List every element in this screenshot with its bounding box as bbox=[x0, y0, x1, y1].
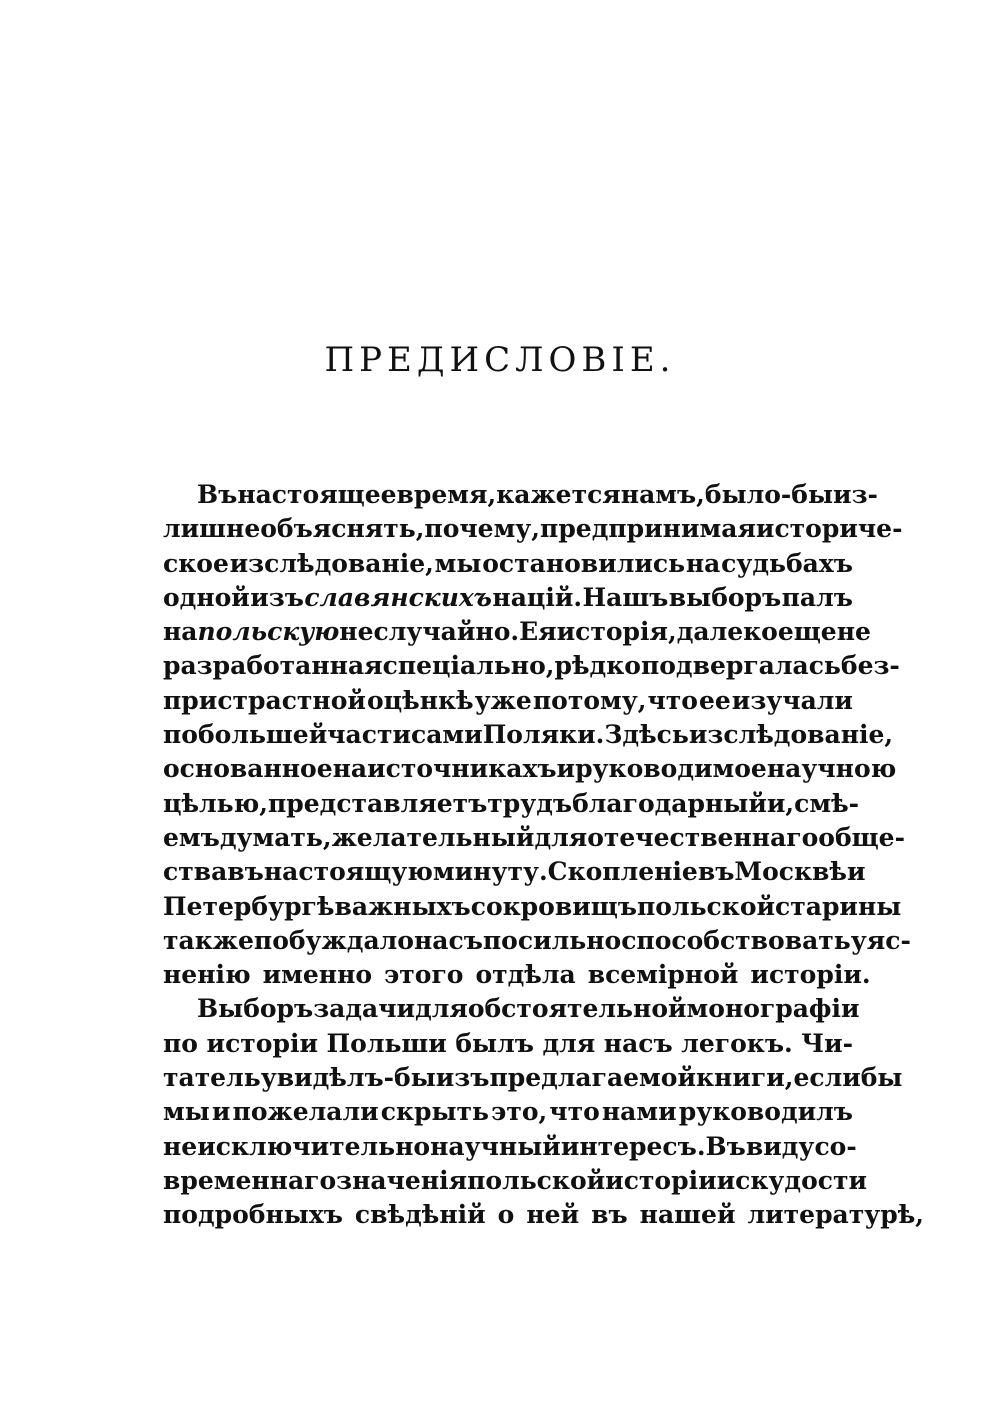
text-line: Въ настоящее время, кажется намъ, было-бы из- bbox=[197, 480, 878, 509]
text-line: основанное на источникахъ и руководимое научною bbox=[163, 754, 897, 784]
text-line: по большей части сами Поляки. Здѣсь изслѣдованіе, bbox=[163, 720, 894, 750]
text-line: на польскую не случайно. Ея исторія, далеко еще не bbox=[163, 617, 871, 647]
text-line: цѣлью, представляетъ трудъ благодарный и, смѣ- bbox=[163, 788, 860, 818]
text-line: временнаго значенія польской исторіи и скудости bbox=[163, 1165, 868, 1195]
text-line: Выборъ задачи для обстоятельной монографіи bbox=[197, 994, 860, 1024]
text-line: ства въ настоящую минуту. Скопленіе въ Москвѣ и bbox=[163, 857, 866, 887]
text-line: подробныхъ свѣдѣній о ней въ нашей литературѣ, bbox=[163, 1200, 925, 1230]
text-line: емъ думать, желательный для отечественнаго обще- bbox=[163, 822, 905, 852]
text-line: одной изъ славянскихъ націй. Нашъ выборъ палъ bbox=[163, 582, 853, 612]
text-line: пристрастной оцѣнкѣ уже потому, что ее изучали bbox=[163, 685, 853, 715]
text-line: мы и пожелали скрыть это, что нами руководилъ bbox=[163, 1097, 853, 1127]
text-line: ненію именно этого отдѣла всемірной исторіи. bbox=[163, 960, 871, 990]
text-line: не исключительно научный интересъ. Въ виду со- bbox=[163, 1131, 857, 1161]
text-line: ское изслѣдованіе, мы остановились на судьбахъ bbox=[163, 548, 853, 578]
paragraph bbox=[163, 478, 911, 992]
text-line: также побуждало насъ посильно способствовать уяс- bbox=[163, 925, 911, 955]
page-title: ПРЕДИСЛОВІЕ. bbox=[324, 340, 676, 380]
paragraphs bbox=[163, 478, 925, 1233]
text-line: Петербургѣ важныхъ сокровищъ польской старины bbox=[163, 891, 902, 921]
paragraph bbox=[163, 992, 925, 1232]
text-line: лишне объяснять, почему, предпринимая историче- bbox=[163, 514, 903, 544]
body-text bbox=[163, 478, 925, 1233]
text-line: по исторіи Польши былъ для насъ легокъ. Чи- bbox=[163, 1028, 853, 1058]
text-line: татель увидѣлъ-бы изъ предлагаемой книги, еслибы bbox=[163, 1063, 903, 1093]
text-line: разработанная спеціально, рѣдко подвергалась без- bbox=[163, 651, 900, 681]
